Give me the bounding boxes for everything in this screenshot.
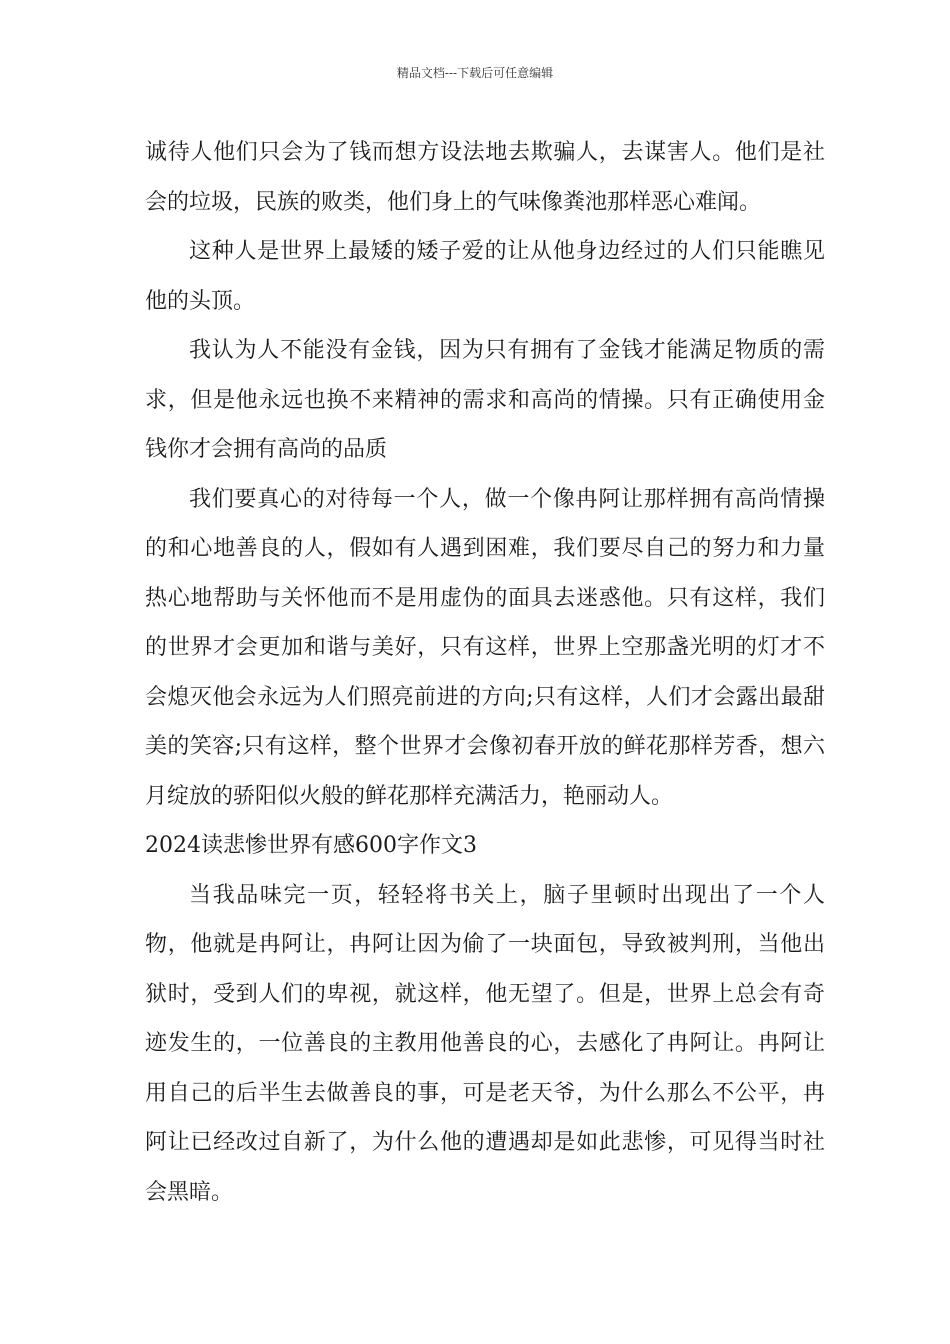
paragraph: 这种人是世界上最矮的矮子爱的让从他身边经过的人们只能瞧见他的头顶。	[145, 239, 825, 314]
document-body	[145, 128, 825, 1217]
paragraph: 我们要真心的对待每一个人，做一个像冉阿让那样拥有高尚情操的和心地善良的人，假如有人遇到困难，我们要尽自己的努力和力量热心地帮助与关怀他而不是用虚伪的面具去迷惑他。只有这样，我们的世界才会更加和谐与美好，只有这样，世界上空那盏光明的灯才不会熄灭他会永远为人们照亮前进的方向;只有这样，人们才会露出最甜美的笑容;只有这样，整个世界才会像初春开放的鲜花那样芳香，想六月绽放的骄阳似火般的鲜花那样充满活力，艳丽动人。	[145, 486, 825, 809]
paragraph: 当我品味完一页，轻轻将书关上，脑子里顿时出现出了一个人物，他就是冉阿让，冉阿让因为偷了一块面包，导致被判刑，当他出狱时，受到人们的卑视，就这样，他无望了。但是，世界上总会有奇迹发生的，一位善良的主教用他善良的心，去感化了冉阿让。冉阿让用自己的后半生去做善良的事，可是老天爷，为什么那么不公平，冉阿让已经改过自新了，为什么他的遭遇却是如此悲惨，可见得当时社会黑暗。	[145, 882, 825, 1205]
paragraph: 我认为人不能没有金钱，因为只有拥有了金钱才能满足物质的需求，但是他永远也换不来精神的需求和高尚的情操。只有正确使用金钱你才会拥有高尚的品质	[145, 338, 825, 462]
page-header: 精品文档---下载后可任意编辑	[396, 66, 554, 80]
section-title: 2024读悲惨世界有感600字作文3	[145, 833, 477, 858]
paragraph-continuation: 诚待人他们只会为了钱而想方设法地去欺骗人，去谋害人。他们是社会的垃圾，民族的败类，他们身上的气味像粪池那样恶心难闻。	[145, 140, 825, 215]
